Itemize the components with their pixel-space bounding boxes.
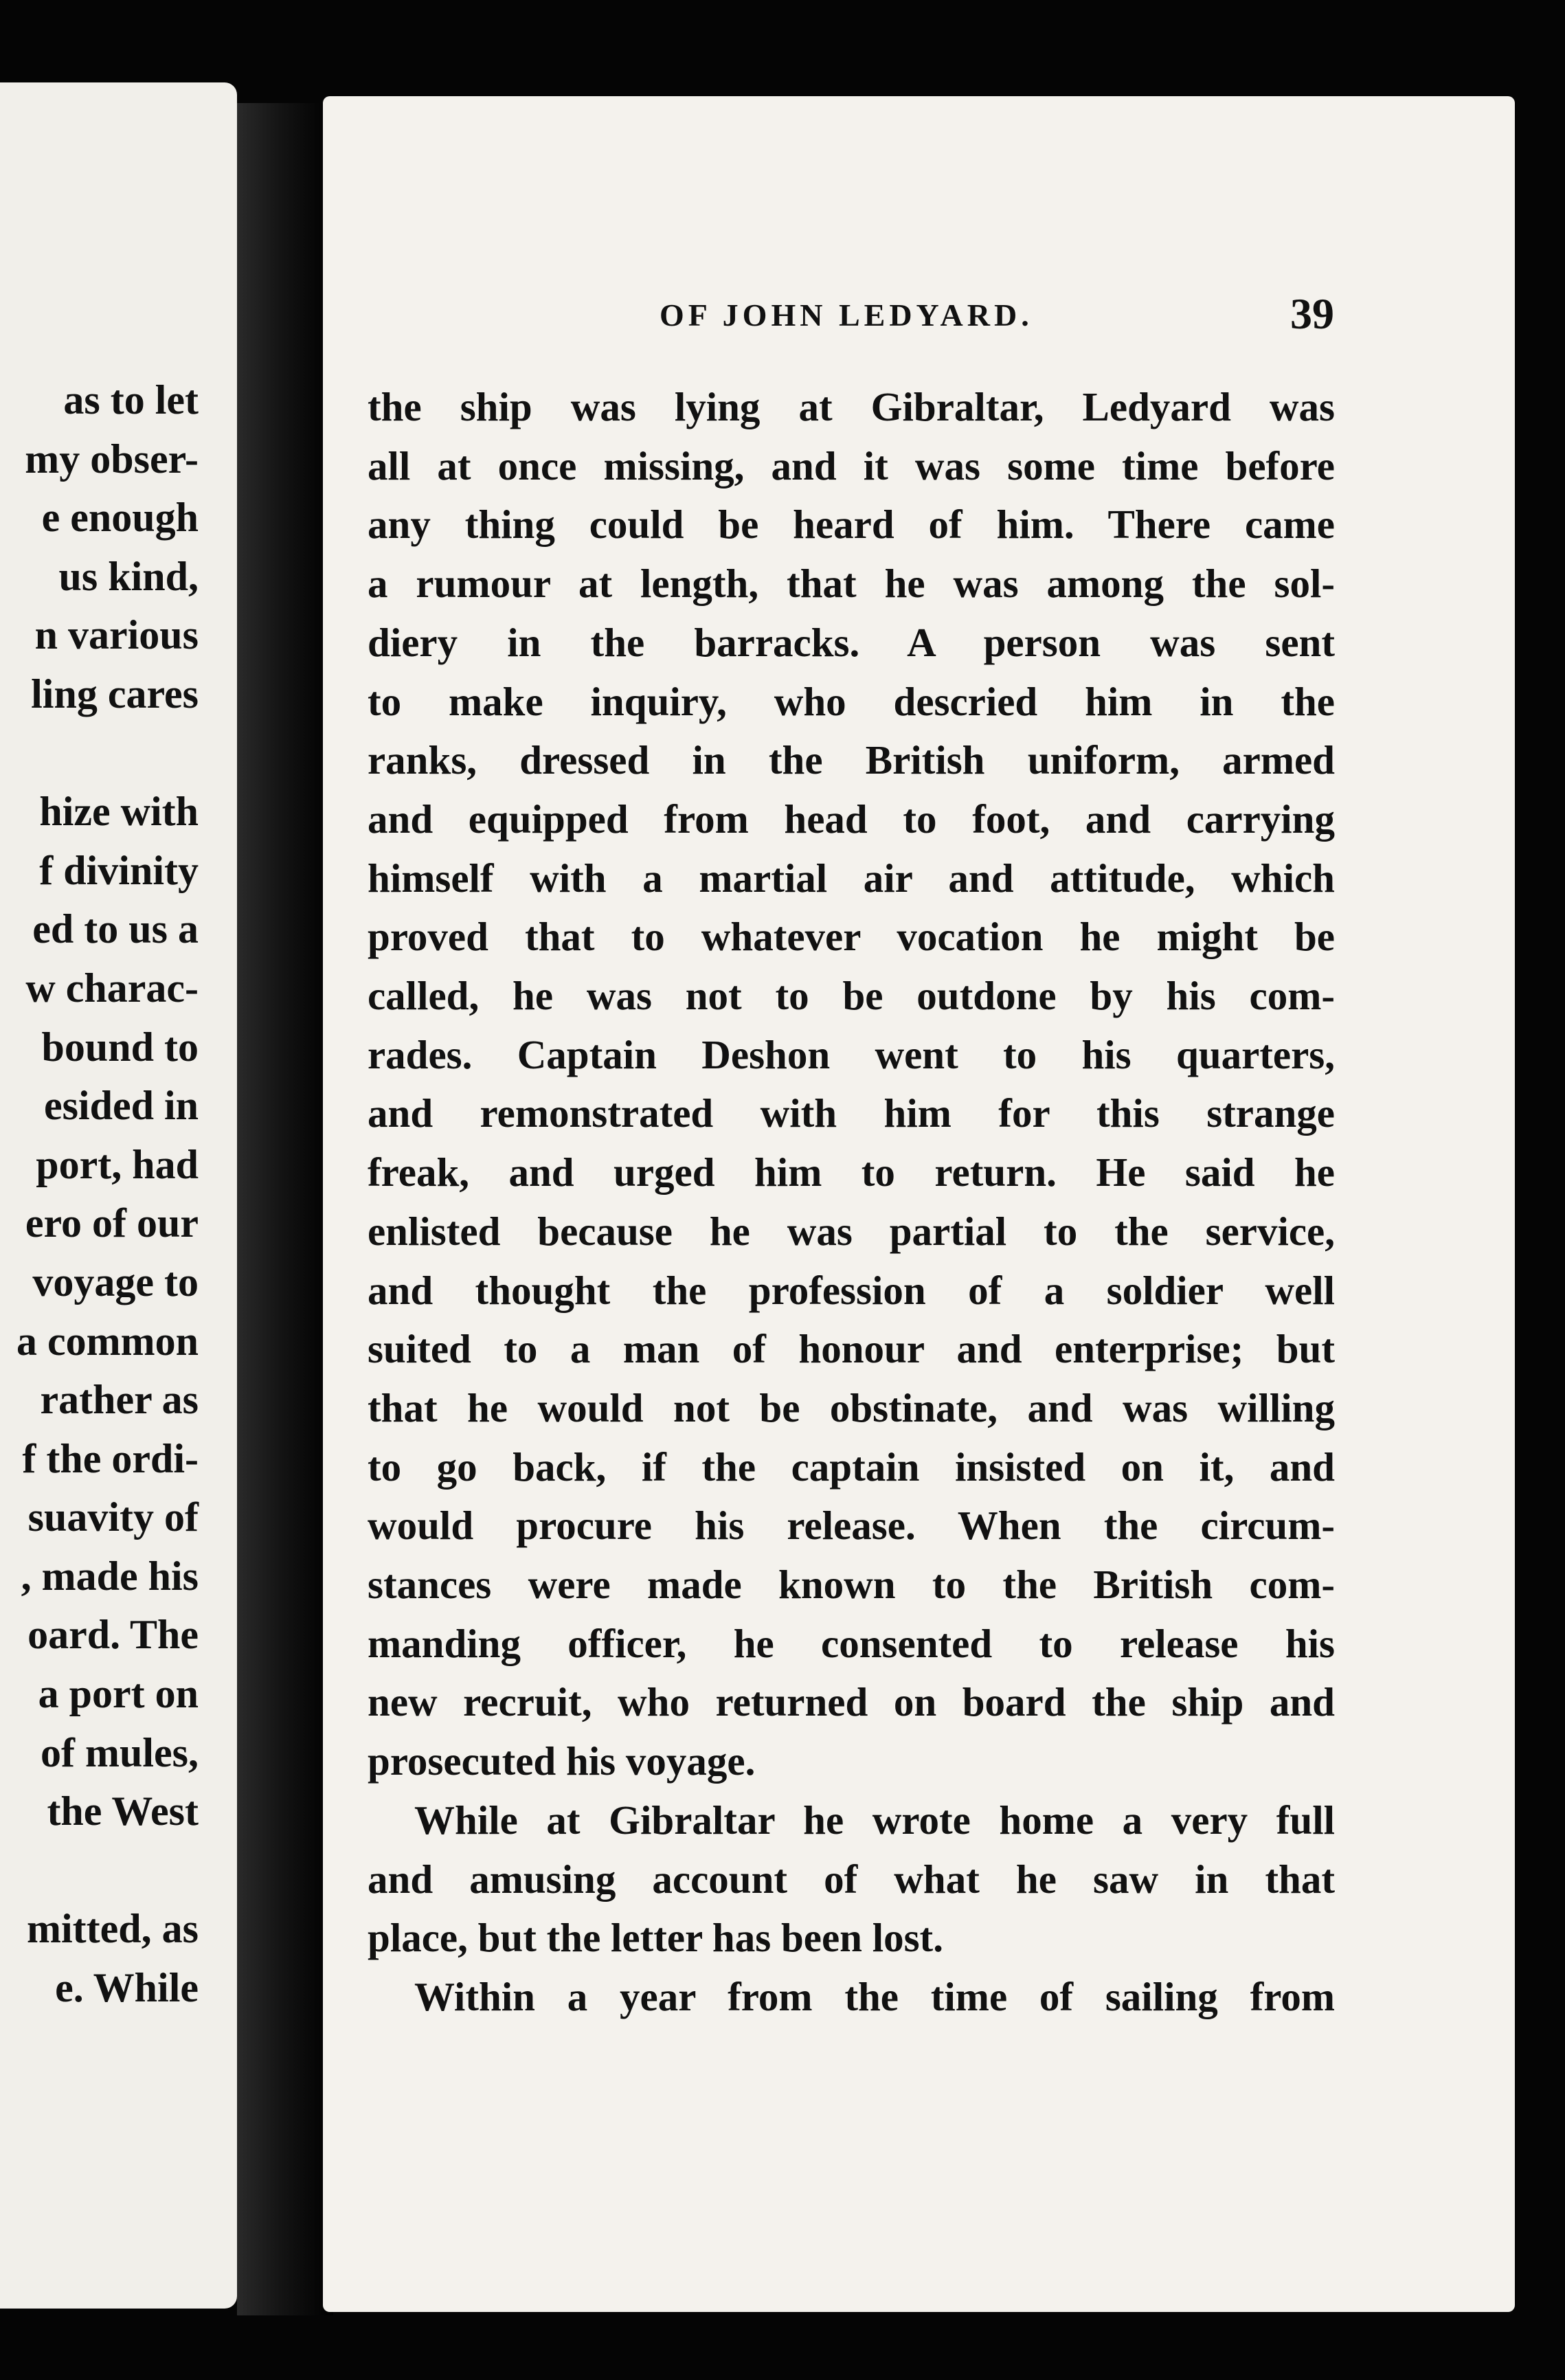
text-line: While at Gibraltar he wrote home a very full [414,1797,1335,1843]
text-line: stances were made known to the British com- [368,1562,1335,1608]
text-line: rades. Captain Deshon went to his quarters, [368,1031,1335,1077]
text-line: diery in the barracks. A person was sent [368,619,1335,665]
facing-page-line [16,1841,199,1900]
facing-page-line: of mules, [41,1729,199,1775]
text-line: would procure his release. When the circum- [368,1503,1335,1549]
facing-page-line: ero of our [25,1200,199,1246]
text-line: and thought the profession of a soldier well [368,1267,1335,1313]
facing-page-line [16,724,199,783]
facing-page-line: ling cares [31,671,199,717]
text-line: place, but the letter has been lost. [368,1915,943,1961]
facing-page-line: oard. The [27,1612,199,1658]
text-line: and equipped from head to foot, and carrying [368,796,1335,842]
facing-page-line: bound to [41,1024,199,1070]
text-line: prosecuted his voyage. [368,1738,756,1784]
facing-page-line: voyage to [32,1259,199,1305]
book-gutter [237,103,333,2315]
text-line: all at once missing, and it was some time before [368,442,1335,489]
text-line: a rumour at length, that he was among the sol- [368,561,1335,607]
text-line: suited to a man of honour and enterprise; but [368,1326,1335,1372]
facing-page-line: f the ordi- [22,1435,199,1481]
paragraph [368,1791,1335,1968]
facing-page-line: rather as [40,1377,199,1423]
facing-page-line: a common [16,1318,199,1364]
text-line: manding officer, he consented to release his [368,1620,1335,1666]
facing-page-line: w charac- [25,965,199,1011]
facing-page-text [16,371,199,2018]
facing-page-line: hize with [39,789,199,835]
facing-page-line: the West [47,1788,199,1834]
facing-page-line: e enough [41,495,199,541]
text-line: any thing could be heard of him. There came [368,502,1335,548]
facing-page-line: port, had [36,1141,199,1187]
facing-page-line: f divinity [39,847,199,893]
paragraph [368,1968,1335,2027]
text-line: to make inquiry, who descried him in the [368,678,1335,724]
text-line: new recruit, who returned on board the ship and [368,1679,1335,1725]
paragraph [368,378,1335,1791]
facing-page-line: e. While [55,1965,199,2011]
text-line: ranks, dressed in the British uniform, armed [368,737,1335,783]
body-text [368,378,1335,2027]
text-line: and amusing account of what he saw in that [368,1856,1335,1902]
text-line: freak, and urged him to return. He said he [368,1149,1335,1195]
facing-page-fragment [0,82,237,2309]
text-line: proved that to whatever vocation he might be [368,914,1335,960]
text-line: the ship was lying at Gibraltar, Ledyard was [368,384,1335,429]
text-line: called, he was not to be outdone by his com- [368,973,1335,1019]
facing-page-line: n various [34,612,199,658]
facing-page-line: suavity of [27,1494,199,1540]
page-header [660,289,1334,346]
facing-page-line: a port on [38,1671,199,1717]
text-line: Within a year from the time of sailing from [414,1973,1335,2019]
facing-page-line: , made his [21,1553,199,1599]
facing-page-line: us kind, [58,553,199,599]
facing-page-line: ed to us a [32,906,199,952]
text-line: enlisted because he was partial to the service, [368,1208,1335,1254]
facing-page-line: my obser- [25,436,199,482]
text-line: that he would not be obstinate, and was willing [368,1384,1335,1430]
text-line: and remonstrated with him for this strange [368,1090,1335,1136]
running-head: OF JOHN LEDYARD. [660,298,1033,333]
facing-page-line: esided in [43,1083,199,1129]
facing-page-line: as to let [63,377,199,423]
text-line: to go back, if the captain insisted on it, and [368,1444,1335,1490]
text-line: himself with a martial air and attitude, which [368,855,1335,901]
facing-page-line: mitted, as [27,1906,199,1952]
page-number: 39 [1290,289,1334,338]
